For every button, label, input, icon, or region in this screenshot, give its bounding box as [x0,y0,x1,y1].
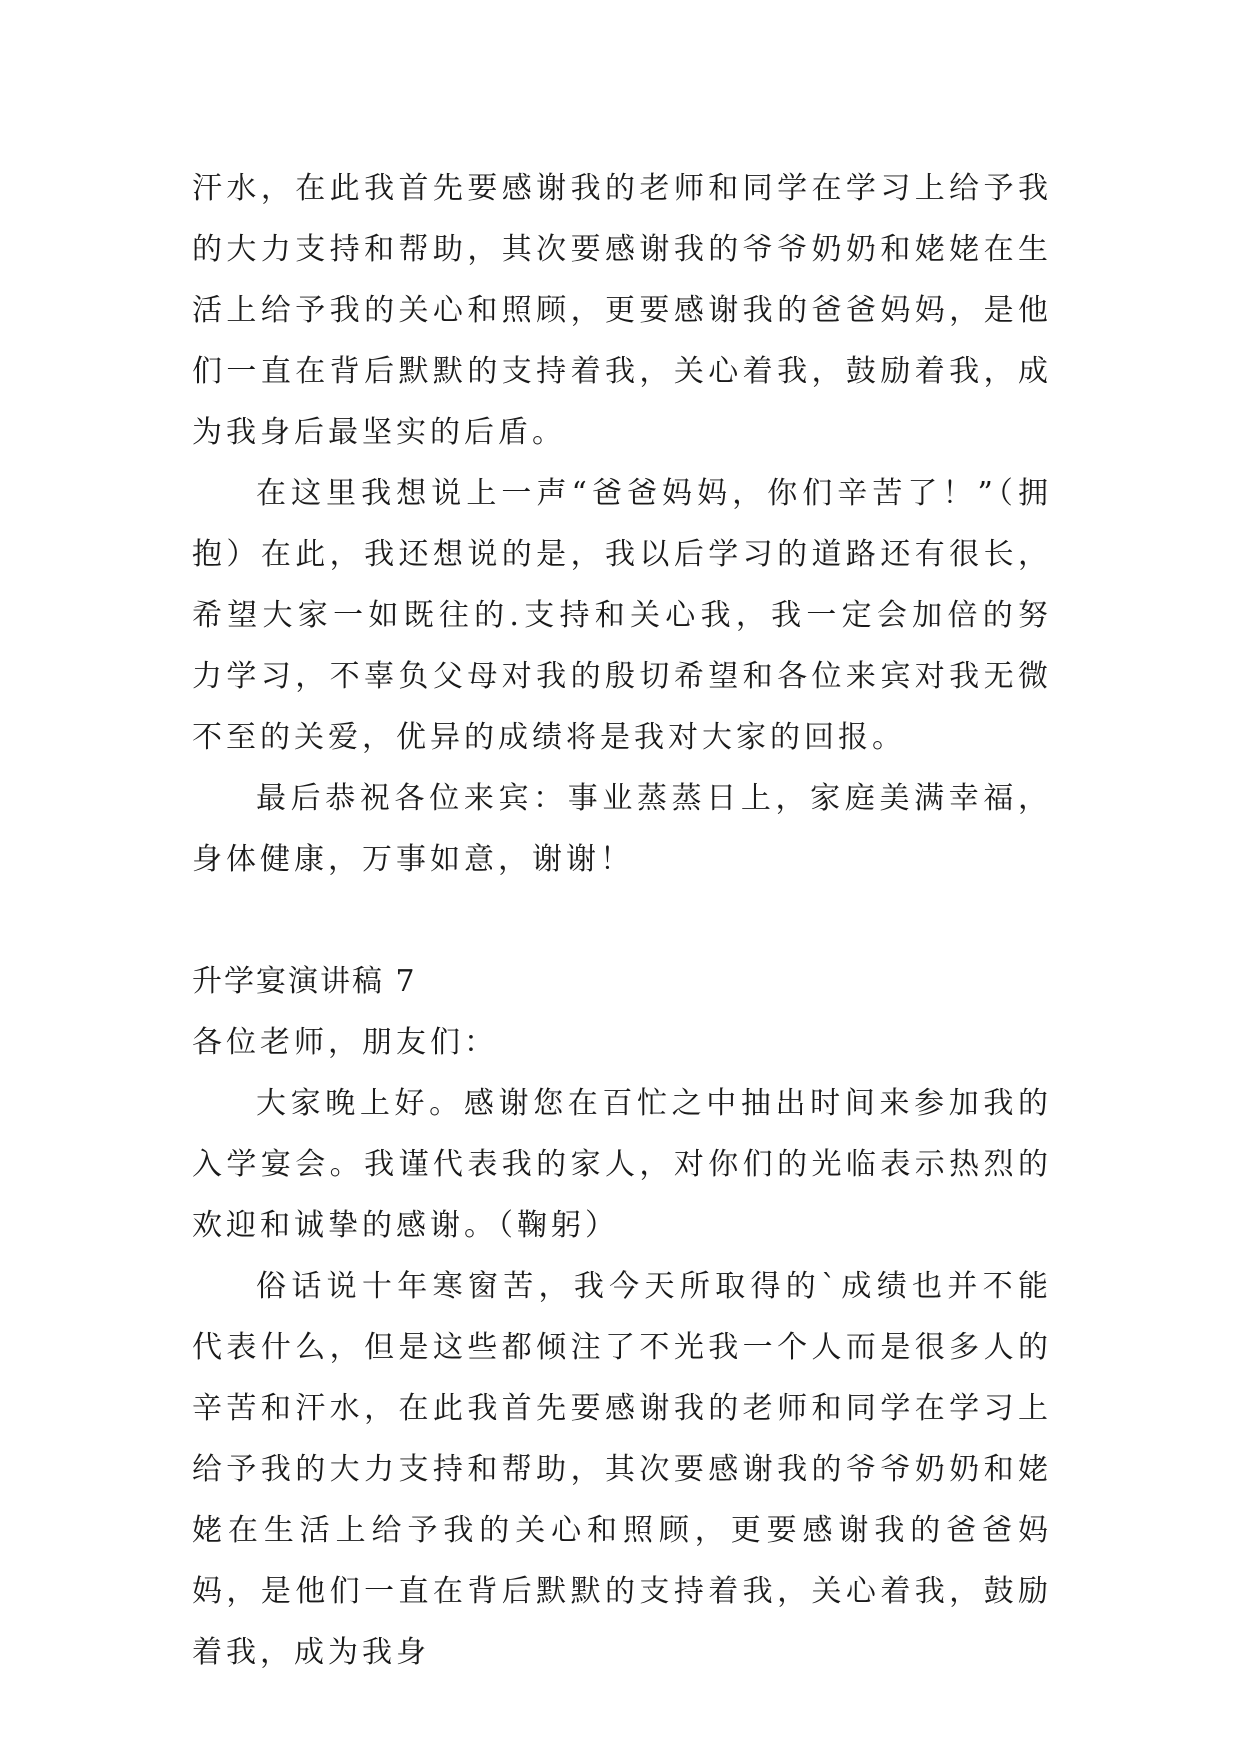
section-title: 升学宴演讲稿 7 [192,964,417,999]
salutation: 各位老师，朋友们： [192,1025,498,1060]
document-body [192,158,1052,1683]
continued-paragraph: 汗水，在此我首先要感谢我的老师和同学在学习上给予我的大力支持和帮助，其次要感谢我的爷爷奶奶和姥姥在生活上给予我的关心和照顾，更要感谢我的爸爸妈妈，是他们一直在背后默默的支持着我，关心着我，鼓励着我，成为我身后最坚实的后盾。 [192,171,1052,450]
section-spacer [192,890,1052,951]
paragraph-greeting: 大家晚上好。感谢您在百忙之中抽出时间来参加我的入学宴会。我谨代表我的家人，对你们的光临表示热烈的欢迎和诚挚的感谢。（鞠躬） [192,1086,1052,1243]
paragraph-thanks-parents: 在这里我想说上一声“爸爸妈妈，你们辛苦了！”（拥抱）在此，我还想说的是，我以后学习的道路还有很长，希望大家一如既往的.支持和关心我，我一定会加倍的努力学习，不辜负父母对我的殷切希望和各位来宾对我无微不至的关爱，优异的成绩将是我对大家的回报。 [192,476,1052,755]
paragraph-proverb: 俗话说十年寒窗苦，我今天所取得的`成绩也并不能代表什么，但是这些都倾注了不光我一个人而是很多人的辛苦和汗水，在此我首先要感谢我的老师和同学在学习上给予我的大力支持和帮助，其次要感谢我的爷爷奶奶和姥姥在生活上给予我的关心和照顾，更要感谢我的爸爸妈妈，是他们一直在背后默默的支持着我，关心着我，鼓励着我，成为我身 [192,1269,1052,1670]
paragraph-blessing: 最后恭祝各位来宾：事业蒸蒸日上，家庭美满幸福，身体健康，万事如意，谢谢！ [192,781,1052,877]
